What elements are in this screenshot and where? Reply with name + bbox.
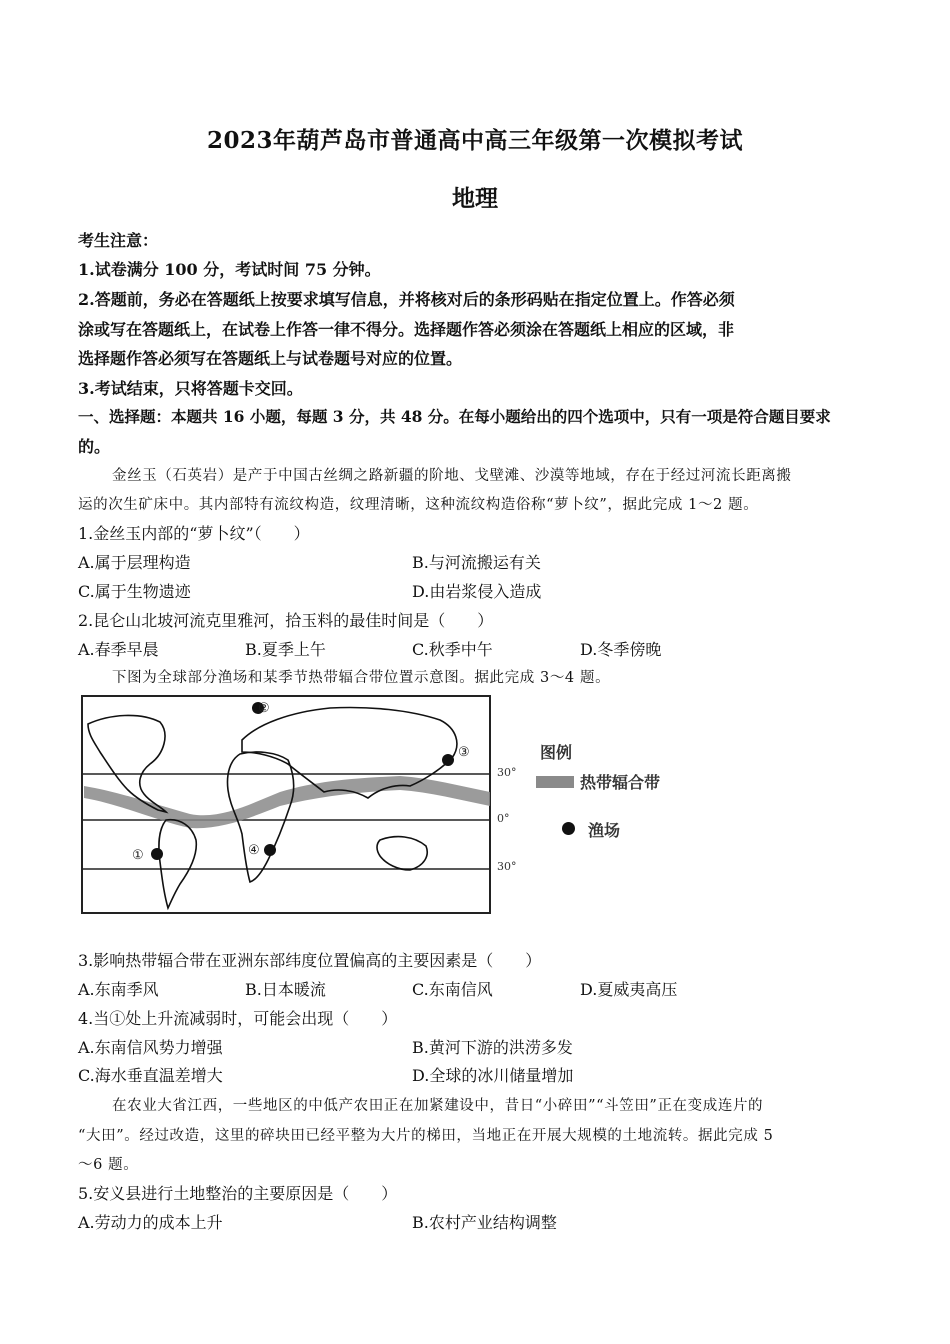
passage-2-line-1: 下图为全球部分渔场和某季节热带辐合带位置示意图。据此完成 3～4 题。 xyxy=(112,670,611,686)
notice-item-2-line-2: 涂或写在答题纸上，在试卷上作答一律不得分。选择题作答必须涂在答题纸上相应的区域，非 xyxy=(78,320,735,339)
fishery-3-label: ③ xyxy=(458,745,470,760)
question-2-stem: 2.昆仑山北坡河流克里雅河，拾玉料的最佳时间是（ ） xyxy=(78,611,494,630)
legend-itcz-label: 热带辐合带 xyxy=(580,773,661,792)
passage-3-line-2: “大田”。经过改造，这里的碎块田已经平整为大片的梯田，当地正在开展大规模的土地流转。据此完成 5 xyxy=(78,1128,774,1144)
question-5-stem: 5.安义县进行土地整治的主要原因是（ ） xyxy=(78,1184,398,1203)
latitude-label-30s: 30° xyxy=(497,860,517,873)
question-2-option-c: C.秋季中午 xyxy=(412,640,493,659)
section-1-heading-line-2: 的。 xyxy=(78,437,111,456)
question-1-option-a: A.属于层理构造 xyxy=(78,553,191,572)
notice-item-1: 1.试卷满分 100 分，考试时间 75 分钟。 xyxy=(78,260,381,279)
question-2-option-d: D.冬季傍晚 xyxy=(580,640,662,659)
notice-item-2-line-3: 选择题作答必须写在答题纸上与试卷题号对应的位置。 xyxy=(78,349,463,368)
question-3-option-b: B.日本暖流 xyxy=(245,980,326,999)
fishery-4-dot xyxy=(264,844,276,856)
fishery-1-dot xyxy=(151,848,163,860)
world-map-figure xyxy=(80,694,680,919)
passage-1-line-2: 运的次生矿床中。其内部特有流纹构造，纹理清晰，这种流纹构造俗称“萝卜纹”，据此完成 1～2 题。 xyxy=(78,497,759,513)
question-2-option-a: A.春季早晨 xyxy=(78,640,159,659)
question-3-option-c: C.东南信风 xyxy=(412,980,493,999)
question-1-option-b: B.与河流搬运有关 xyxy=(412,553,541,572)
question-4-option-a: A.东南信风势力增强 xyxy=(78,1038,223,1057)
fishery-2-label: ② xyxy=(258,701,270,716)
question-5-option-a: A.劳动力的成本上升 xyxy=(78,1213,223,1232)
map-legend-title: 图例 xyxy=(540,743,573,762)
question-4-option-b: B.黄河下游的洪涝多发 xyxy=(412,1038,573,1057)
question-1-stem: 1.金丝玉内部的“萝卜纹”（ ） xyxy=(78,524,310,543)
question-1-option-d: D.由岩浆侵入造成 xyxy=(412,582,542,601)
question-3-option-d: D.夏威夷高压 xyxy=(580,980,678,999)
exam-subject: 地理 xyxy=(452,185,498,212)
question-2-option-b: B.夏季上午 xyxy=(245,640,326,659)
passage-3-line-1: 在农业大省江西，一些地区的中低产农田正在加紧建设中，昔日“小碎田”“斗笠田”正在变成连片的 xyxy=(112,1098,764,1114)
notice-heading: 考生注意： xyxy=(78,231,159,250)
question-4-stem: 4.当①处上升流减弱时，可能会出现（ ） xyxy=(78,1009,398,1028)
latitude-label-30n: 30° xyxy=(497,766,517,779)
legend-fishery-dot xyxy=(562,822,575,835)
passage-1-line-1: 金丝玉（石英岩）是产于中国古丝绸之路新疆的阶地、戈壁滩、沙漠等地域，存在于经过河流长距离搬 xyxy=(112,468,792,484)
exam-title: 2023年葫芦岛市普通高中高三年级第一次模拟考试 xyxy=(206,127,743,154)
fishery-4-label: ④ xyxy=(248,843,260,858)
section-1-heading-line-1: 一、选择题：本题共 16 小题，每题 3 分，共 48 分。在每小题给出的四个选项中，只有一项是符合题目要求 xyxy=(78,407,831,426)
question-1-option-c: C.属于生物遗迹 xyxy=(78,582,191,601)
fishery-1-label: ① xyxy=(132,848,144,863)
question-3-option-a: A.东南季风 xyxy=(78,980,159,999)
question-4-option-c: C.海水垂直温差增大 xyxy=(78,1066,223,1085)
latitude-label-0: 0° xyxy=(497,812,510,825)
fishery-3-dot xyxy=(442,754,454,766)
notice-item-2-line-1: 2.答题前，务必在答题纸上按要求填写信息，并将核对后的条形码贴在指定位置上。作答必须 xyxy=(78,290,735,309)
passage-3-line-3: ～6 题。 xyxy=(78,1157,139,1173)
notice-item-3: 3.考试结束，只将答题卡交回。 xyxy=(78,379,303,398)
question-3-stem: 3.影响热带辐合带在亚洲东部纬度位置偏高的主要因素是（ ） xyxy=(78,951,542,970)
world-map-svg xyxy=(80,694,680,919)
question-5-option-b: B.农村产业结构调整 xyxy=(412,1213,557,1232)
question-4-option-d: D.全球的冰川储量增加 xyxy=(412,1066,574,1085)
legend-fishery-label: 渔场 xyxy=(588,821,621,840)
legend-itcz-swatch xyxy=(536,776,574,788)
